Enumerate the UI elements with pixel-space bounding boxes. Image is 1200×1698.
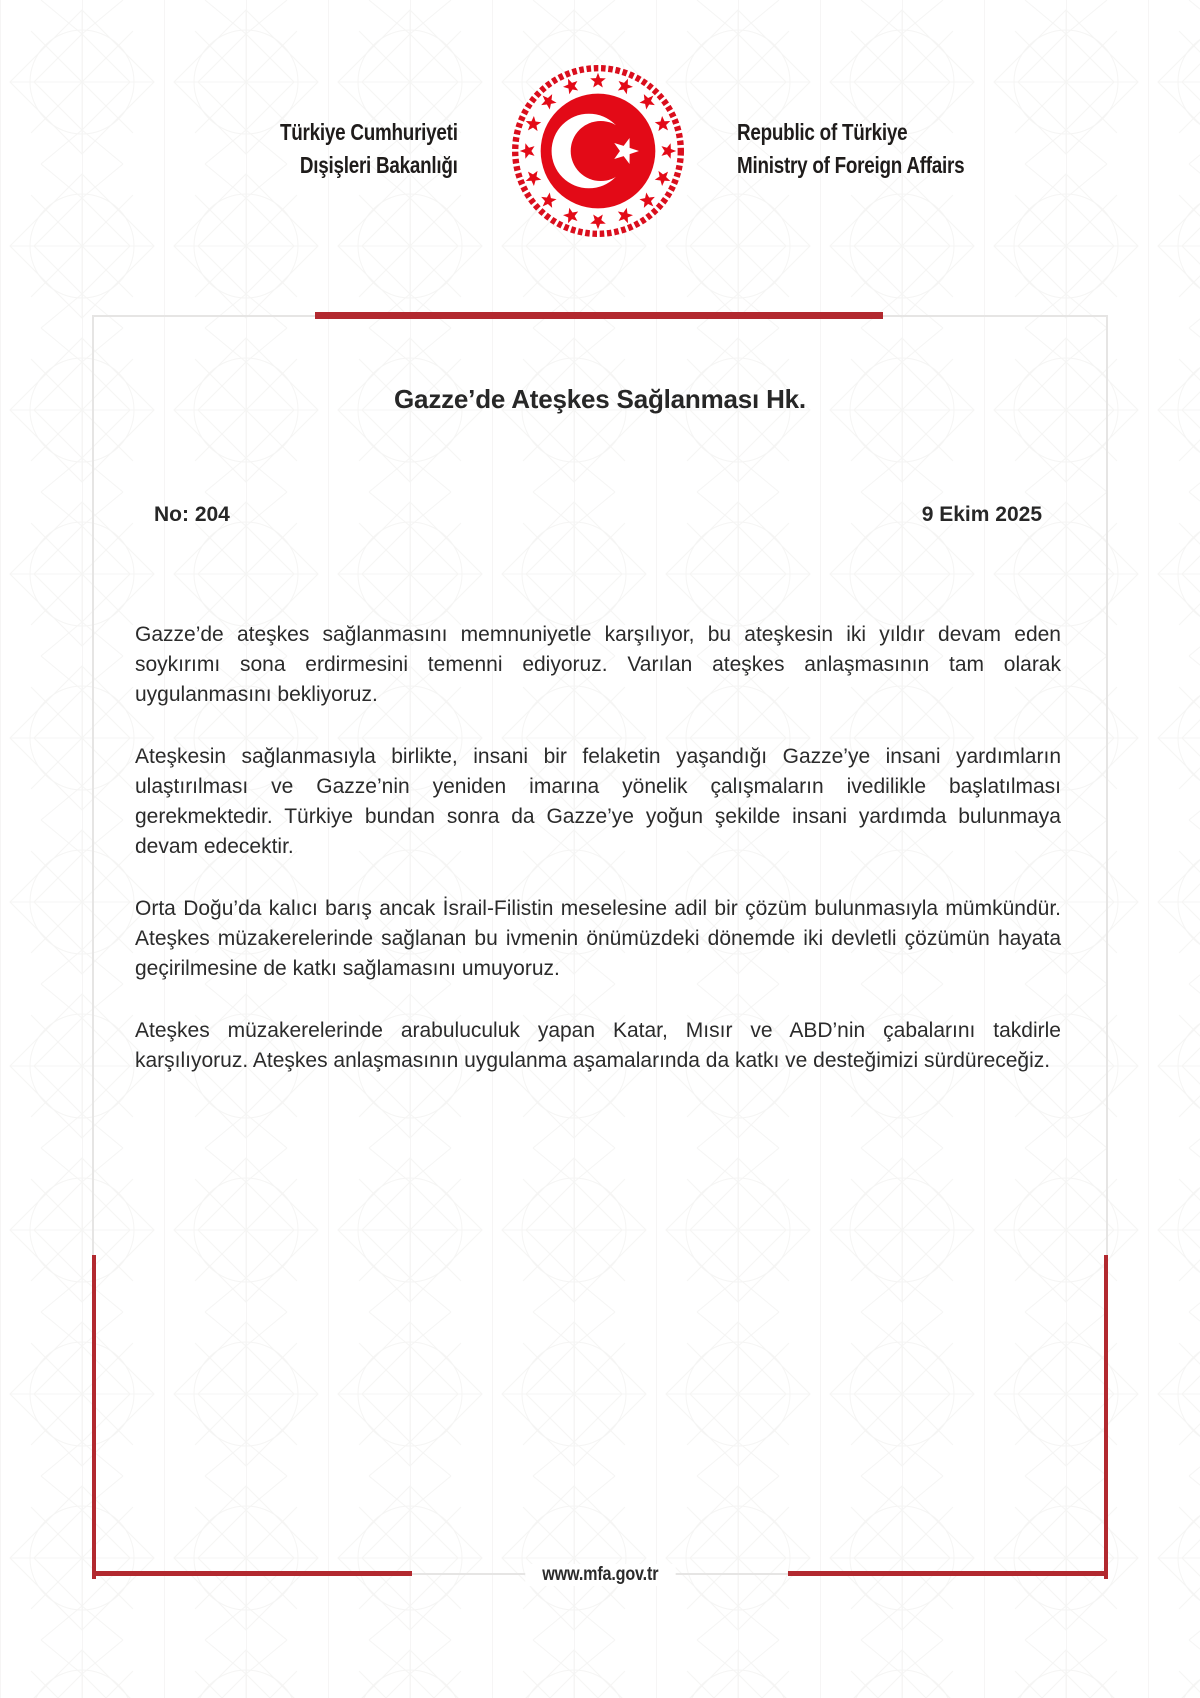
ministry-name-english-line2: Ministry of Foreign Affairs bbox=[737, 152, 965, 178]
ministry-name-turkish-line1: Türkiye Cumhuriyeti bbox=[280, 119, 458, 145]
turkiye-mfa-emblem-icon bbox=[507, 60, 689, 242]
document-date: 9 Ekim 2025 bbox=[921, 503, 1042, 526]
footer-website bbox=[94, 1564, 1106, 1586]
document-number: No: 204 bbox=[154, 503, 230, 526]
paragraph-3: Orta Doğu’da kalıcı barış ancak İsrail-Filistin meselesine adil bir çözüm bulunmasıyla mümkündür. Ateşkes müzakerelerinde sağlanan bu ivmenin önümüzdeki dönemde iki devletli çözümün hayata geçirilmesine de katkı sağlamasını umuyoruz. bbox=[135, 897, 1061, 980]
footer-website-text: www.mfa.gov.tr bbox=[525, 1564, 675, 1586]
red-accent-right bbox=[1104, 1255, 1108, 1579]
paragraph-2: Ateşkesin sağlanmasıyla birlikte, insani bir felaketin yaşandığı Gazze’ye insani yardımların ulaştırılması ve Gazze’nin yeniden imarına yönelik çalışmaların ivedilikle başlatılması gerekmektedir. Türkiye bundan sonra da Gazze’ye yoğun şekilde insani yardımda bulunmaya devam edecektir. bbox=[135, 745, 1061, 858]
ministry-name-turkish-line2: Dışişleri Bakanlığı bbox=[300, 152, 458, 178]
ministry-name-english bbox=[737, 116, 964, 182]
document-body bbox=[135, 620, 1061, 1108]
red-accent-top bbox=[315, 312, 883, 319]
red-accent-left bbox=[92, 1255, 96, 1579]
paragraph-4: Ateşkes müzakerelerinde arabuluculuk yapan Katar, Mısır ve ABD’nin çabalarını takdirle karşılıyoruz. Ateşkes anlaşmasının uygulanma aşamalarında da katkı ve desteğimizi sürdüreceğiz. bbox=[135, 1019, 1061, 1072]
page-title: Gazze’de Ateşkes Sağlanması Hk. bbox=[394, 384, 806, 414]
paragraph-1: Gazze’de ateşkes sağlanmasını memnuniyetle karşılıyor, bu ateşkesin iki yıldır devam eden soykırımı sona erdirmesini temenni ediyoruz. Varılan ateşkes anlaşmasının tam olarak uygulanmasını bekliyoruz. bbox=[135, 623, 1061, 706]
letter-frame bbox=[92, 315, 1108, 1585]
ministry-name-turkish bbox=[280, 116, 458, 182]
letterhead bbox=[0, 0, 1200, 260]
document-meta-row bbox=[154, 503, 1042, 527]
ministry-name-english-line1: Republic of Türkiye bbox=[737, 119, 908, 145]
